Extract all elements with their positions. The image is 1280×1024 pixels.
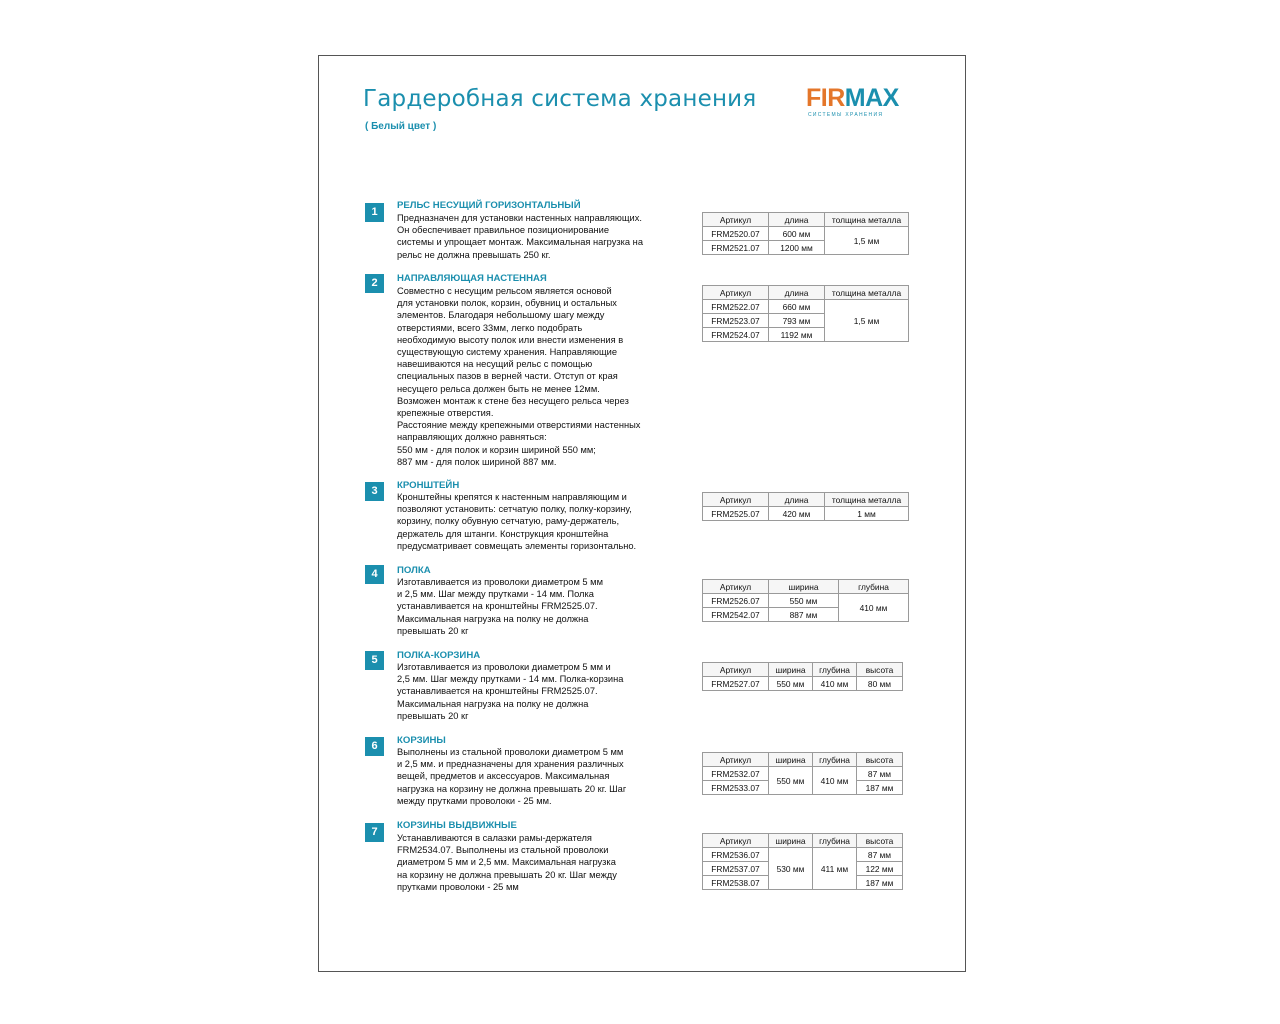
table-cell: FRM2526.07 [703, 594, 769, 608]
table-header: Артикул [703, 753, 769, 767]
section-number-badge: 4 [365, 565, 384, 584]
table-cell: 87 мм [857, 848, 903, 862]
section-number-badge: 6 [365, 737, 384, 756]
table-cell: FRM2524.07 [703, 328, 769, 342]
table-cell: 410 мм [839, 594, 909, 622]
table-cell: FRM2525.07 [703, 507, 769, 521]
table-cell: 530 мм [769, 848, 813, 890]
table-cell: 1,5 мм [825, 227, 909, 255]
table-cell: FRM2520.07 [703, 227, 769, 241]
table-cell: FRM2542.07 [703, 608, 769, 622]
table-header: ширина [769, 753, 813, 767]
section-number-badge: 1 [365, 203, 384, 222]
section-title: КРОНШТЕЙН [397, 480, 460, 491]
table-cell: 793 мм [769, 314, 825, 328]
table-header: высота [857, 753, 903, 767]
firmax-logo [806, 86, 910, 120]
table-cell: FRM2532.07 [703, 767, 769, 781]
table-header: Артикул [703, 493, 769, 507]
section-description: Изготавливается из проволоки диаметром 5 мм и 2,5 мм. Шаг между прутками - 14 мм. Полка устанавливается на кронштейны FRM2525.07. Максимальная нагрузка на полку не должна превышать 20 кг [397, 577, 603, 636]
table-header: ширина [769, 663, 813, 677]
table-header: ширина [769, 580, 839, 594]
table-header: толщина металла [825, 493, 909, 507]
table-row [703, 848, 903, 862]
table-cell: FRM2522.07 [703, 300, 769, 314]
table-row [703, 594, 909, 608]
table-cell: 410 мм [813, 677, 857, 691]
table-header: Артикул [703, 834, 769, 848]
logo-part-1: FIR [806, 84, 845, 112]
table-cell: FRM2523.07 [703, 314, 769, 328]
table-header: Артикул [703, 663, 769, 677]
section-description: Выполнены из стальной проволоки диаметром 5 мм и 2,5 мм. и предназначены для хранения различных вещей, предметов и аксессуаров. Максимальная нагрузка на корзину не должна превышать 20 кг. Шаг между прутками проволоки - 25 мм. [397, 747, 627, 806]
table-row [703, 767, 903, 781]
table-header: Артикул [703, 213, 769, 227]
section-title: ПОЛКА-КОРЗИНА [397, 650, 481, 661]
table-cell: 187 мм [857, 876, 903, 890]
table-cell: FRM2533.07 [703, 781, 769, 795]
table-header: Артикул [703, 286, 769, 300]
table-header: глубина [839, 580, 909, 594]
table-header: глубина [813, 753, 857, 767]
page-subtitle: ( Белый цвет ) [365, 121, 437, 132]
section-description: Изготавливается из проволоки диаметром 5 мм и 2,5 мм. Шаг между прутками - 14 мм. Полка-корзина устанавливается на кронштейны FRM2525.07. Максимальная нагрузка на полку не должна превышать 20 кг [397, 662, 624, 721]
section-description: Устанавливаются в салазки рамы-держателя FRM2534.07. Выполнены из стальной проволоки диаметром 5 мм и 2,5 мм. Максимальная нагрузка на корзину не должна превышать 20 кг. Шаг между прутками проволоки - 25 мм [397, 833, 617, 892]
table-cell: 1,5 мм [825, 300, 909, 342]
section-number-badge: 7 [365, 823, 384, 842]
spec-table [702, 662, 903, 691]
table-cell: FRM2538.07 [703, 876, 769, 890]
section-number-badge: 3 [365, 482, 384, 501]
table-cell: 411 мм [813, 848, 857, 890]
section-title: КОРЗИНЫ ВЫДВИЖНЫЕ [397, 820, 517, 831]
spec-table [702, 285, 909, 342]
table-cell: FRM2527.07 [703, 677, 769, 691]
table-row [703, 507, 909, 521]
spec-table [702, 492, 909, 521]
table-header: толщина металла [825, 286, 909, 300]
table-cell: 887 мм [769, 608, 839, 622]
table-cell: 187 мм [857, 781, 903, 795]
table-cell: 122 мм [857, 862, 903, 876]
page-title: Гардеробная система хранения [363, 86, 757, 112]
section-title: НАПРАВЛЯЮЩАЯ НАСТЕННАЯ [397, 273, 547, 284]
table-cell: 550 мм [769, 767, 813, 795]
table-cell: FRM2521.07 [703, 241, 769, 255]
logo-part-2: MAX [844, 84, 899, 112]
table-cell: FRM2537.07 [703, 862, 769, 876]
spec-table [702, 212, 909, 255]
table-cell: 660 мм [769, 300, 825, 314]
section-number-badge: 2 [365, 274, 384, 293]
table-header: длина [769, 286, 825, 300]
table-header: толщина металла [825, 213, 909, 227]
section-description: Совместно с несущим рельсом является основой для установки полок, корзин, обувниц и остальных элементов. Благодаря небольшому шагу между отверстиями, всего 33мм, легко подобрать необходимую высоту полок или внести изменения в существующую систему хранения. Направляющие навешиваются на несущий рельс с помощью специальных пазов в верней части. Отступ от края несущего рельса должен быть не менее 12мм. Возможен монтаж к стене без несущего рельса через крепежные отверстия. Расстояние между крепежными отверстиями настенных направляющих должно равняться: 550 мм - для полок и корзин шириной 550 мм; 887 мм - для полок шириной 887 мм. [397, 286, 641, 467]
table-header: высота [857, 834, 903, 848]
spec-table [702, 579, 909, 622]
table-header: длина [769, 493, 825, 507]
section-number-badge: 5 [365, 651, 384, 670]
table-row [703, 300, 909, 314]
spec-table [702, 752, 903, 795]
table-cell: 550 мм [769, 594, 839, 608]
table-cell: 1192 мм [769, 328, 825, 342]
table-header: длина [769, 213, 825, 227]
logo-tagline: СИСТЕМЫ ХРАНЕНИЯ [808, 112, 884, 118]
table-cell: 420 мм [769, 507, 825, 521]
table-row [703, 677, 903, 691]
table-header: глубина [813, 834, 857, 848]
spec-table [702, 833, 903, 890]
table-cell: 80 мм [857, 677, 903, 691]
section-title: РЕЛЬС НЕСУЩИЙ ГОРИЗОНТАЛЬНЫЙ [397, 200, 581, 211]
section-title: ПОЛКА [397, 565, 431, 576]
table-cell: 1 мм [825, 507, 909, 521]
table-cell: 410 мм [813, 767, 857, 795]
table-cell: 600 мм [769, 227, 825, 241]
section-description: Предназначен для установки настенных направляющих. Он обеспечивает правильное позиционирование системы и упрощает монтаж. Максимальная нагрузка на рельс не должна превышать 250 кг. [397, 213, 643, 260]
table-cell: 1200 мм [769, 241, 825, 255]
table-header: ширина [769, 834, 813, 848]
table-header: глубина [813, 663, 857, 677]
table-header: высота [857, 663, 903, 677]
section-title: КОРЗИНЫ [397, 735, 446, 746]
table-cell: 550 мм [769, 677, 813, 691]
section-description: Кронштейны крепятся к настенным направляющим и позволяют установить: сетчатую полку, полку-корзину, корзину, полку обувную сетчатую, раму-держатель, держатель для штанги. Конструкция кронштейна предусматривает совмещать элементы горизонтально. [397, 492, 637, 551]
table-cell: FRM2536.07 [703, 848, 769, 862]
table-header: Артикул [703, 580, 769, 594]
table-row [703, 227, 909, 241]
table-cell: 87 мм [857, 767, 903, 781]
